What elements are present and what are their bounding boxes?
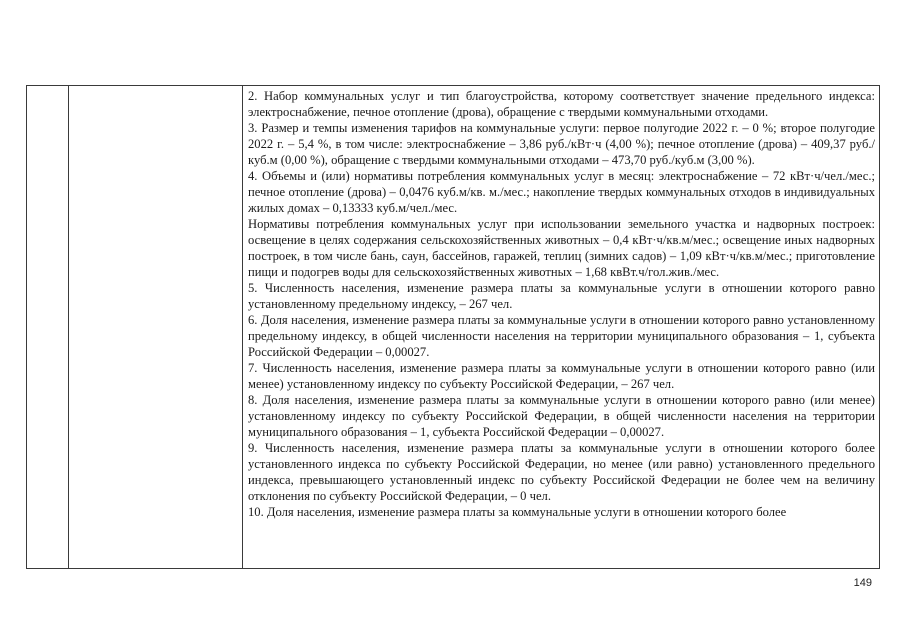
paragraph: 5. Численность населения, изменение размера платы за коммунальные услуги в отношении которого равно установленному предельному индексу, – 267 чел. [248, 281, 875, 311]
page-number: 149 [853, 577, 872, 589]
table-cell-number [27, 86, 69, 569]
paragraph: 6. Доля населения, изменение размера платы за коммунальные услуги в отношении которого равно установленному предельному индексу, в общей численности населения на территории муниципального образования – 1, субъекта Российской Федерации – 0,00027. [248, 313, 875, 359]
table-cell-content [243, 86, 880, 569]
paragraph: 8. Доля населения, изменение размера платы за коммунальные услуги в отношении которого равно (или менее) установленному индексу по субъекту Российской Федерации, в общей численности населения на территории муниципального образования – 1, субъекта Российской Федерации – 0,00027. [248, 393, 875, 439]
paragraph: 10. Доля населения, изменение размера платы за коммунальные услуги в отношении которого более [248, 505, 787, 519]
document-table [26, 85, 880, 569]
paragraph: Нормативы потребления коммунальных услуг при использовании земельного участка и надворных построек: освещение в целях содержания сельскохозяйственных животных – 0,4 кВт·ч/кв.м/мес.; освещение иных надворных построек, в том числе бань, саун, бассейнов, гаражей, теплиц (зимних садов) – 1,09 кВт·ч/кв.м/мес.; приготовление пищи и подогрев воды для сельскохозяйственных животных – 1,68 квВт.ч/гол.жив./мес. [248, 217, 875, 279]
paragraph: 4. Объемы и (или) нормативы потребления коммунальных услуг в месяц: электроснабжение – 72 кВт·ч/чел./мес.; печное отопление (дрова) – 0,0476 куб.м/кв. м./мес.; накопление твердых коммунальных отходов в индивидуальных жилых домах – 0,13333 куб.м/чел./мес. [248, 169, 875, 215]
paragraph: 2. Набор коммунальных услуг и тип благоустройства, которому соответствует значение предельного индекса: электроснабжение, печное отопление (дрова), обращение с твердыми коммунальными отходами. [248, 89, 875, 119]
paragraph: 9. Численность населения, изменение размера платы за коммунальные услуги в отношении которого более установленного индекса по субъекту Российской Федерации, но менее (или равно) установленного предельного индекса, превышающего установленный индекс по субъекту Российской Федерации не более чем на величину отклонения по субъекту Российской Федерации, – 0 чел. [248, 441, 875, 503]
table-cell-name [69, 86, 243, 569]
table-row [27, 86, 880, 569]
paragraph: 7. Численность населения, изменение размера платы за коммунальные услуги в отношении которого равно (или менее) установленному индексу по субъекту Российской Федерации, – 267 чел. [248, 361, 875, 391]
content-text [248, 88, 875, 568]
paragraph: 3. Размер и темпы изменения тарифов на коммунальные услуги: первое полугодие 2022 г. – 0 %; второе полугодие 2022 г. – 5,4 %, в том числе: электроснабжение – 3,86 руб./кВт·ч (4,00 %); печное отопление (дрова) – 409,37 руб./куб.м (0,00 %), обращение с твердыми коммунальными отходами – 473,70 руб./куб.м (3,00 %). [248, 121, 875, 167]
